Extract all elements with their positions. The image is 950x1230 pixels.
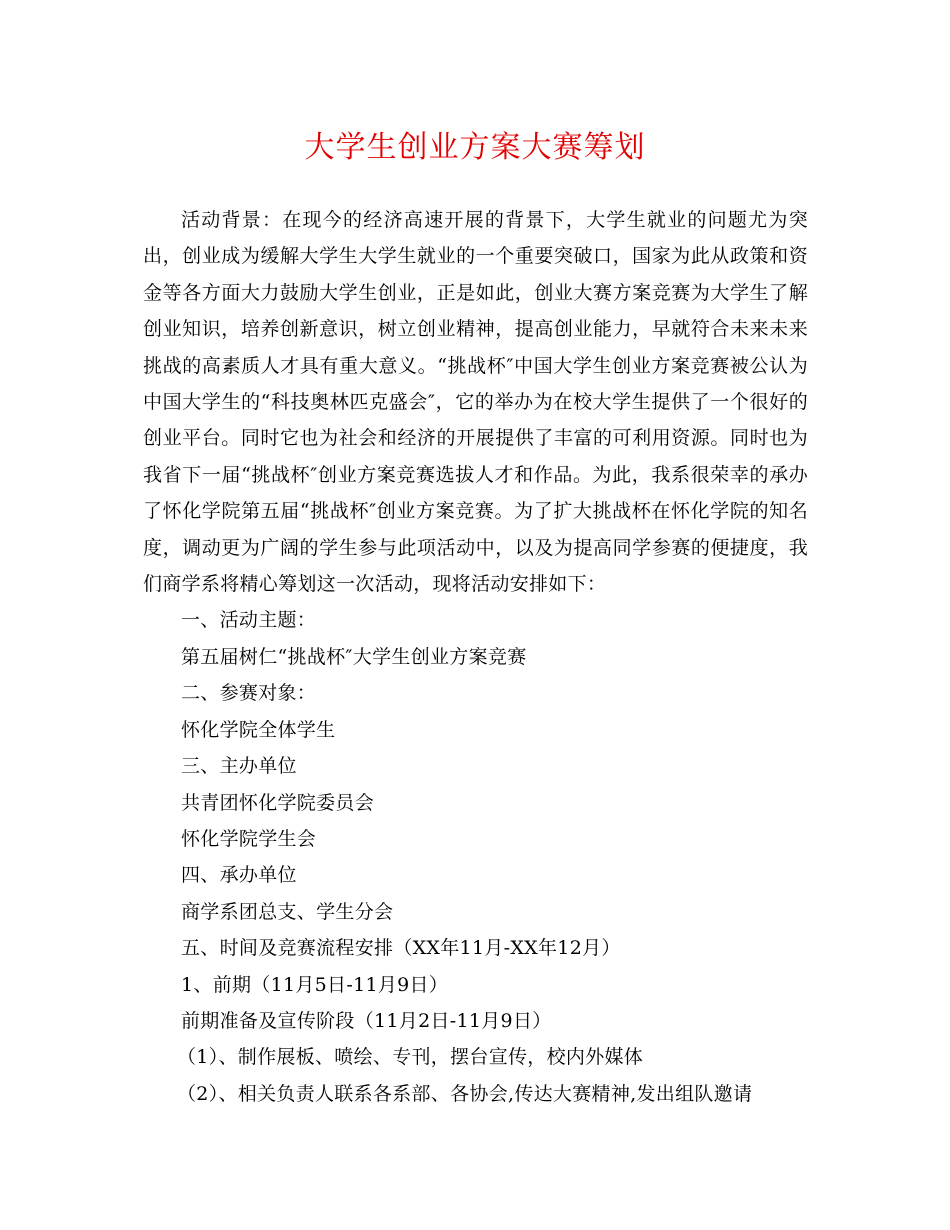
schedule-phase-1-detail: 前期准备及宣传阶段（11月2日-11月9日） [181,1009,552,1032]
organizer-text-1: 共青团怀化学院委员会 [181,791,375,814]
schedule-item-1: （1）、制作展板、喷绘、专刊，摆台宣传，校内外媒体 [177,1046,644,1069]
section-heading-participants: 二、参赛对象： [181,682,317,705]
background-paragraph: 活动背景：在现今的经济高速开展的背景下，大学生就业的问题尤为突出，创业成为缓解大学生大学生就业的一个重要突破口，国家为此从政策和资金等各方面大力鼓励大学生创业，正是如此，创业大赛方案竞赛为大学生了解创业知识，培养创新意识，树立创业精神，提高创业能力，早就符合未来未来挑战的高素质人才具有重大意义。“挑战杯″中国大学生创业方案竞赛被公认为中国大学生的“科技奥林匹克盛会″，它的举办为在校大学生提供了一个很好的创业平台。同时它也为社会和经济的开展提供了丰富的可利用资源。同时也为我省下一届“挑战杯″创业方案竞赛选拔人才和作品。为此，我系很荣幸的承办了怀化学院第五届“挑战杯″创业方案竞赛。为了扩大挑战杯在怀化学院的知名度，调动更为广阔的学生参与此项活动中，以及为提高同学参赛的便捷度，我们商学系将精心筹划这一次活动，现将活动安排如下： [143,209,808,596]
document-title: 大学生创业方案大赛筹划 [304,130,646,165]
theme-text: 第五届树仁“挑战杯″大学生创业方案竞赛 [181,645,527,668]
schedule-phase-1: 1、前期（11月5日-11月9日） [181,973,449,996]
section-heading-host: 四、承办单位 [181,864,297,887]
section-heading-organizer: 三、主办单位 [181,755,297,778]
section-heading-schedule: 五、时间及竞赛流程安排（XX年11月-XX年12月） [181,937,621,960]
schedule-item-2: （2）、相关负责人联系各系部、各协会,传达大赛精神,发出组队邀请 [177,1082,753,1105]
host-text: 商学系团总支、学生分会 [181,900,394,923]
section-heading-theme: 一、活动主题： [181,609,317,632]
organizer-text-2: 怀化学院学生会 [181,827,317,850]
participants-text: 怀化学院全体学生 [181,718,336,741]
document-body [143,202,808,1112]
